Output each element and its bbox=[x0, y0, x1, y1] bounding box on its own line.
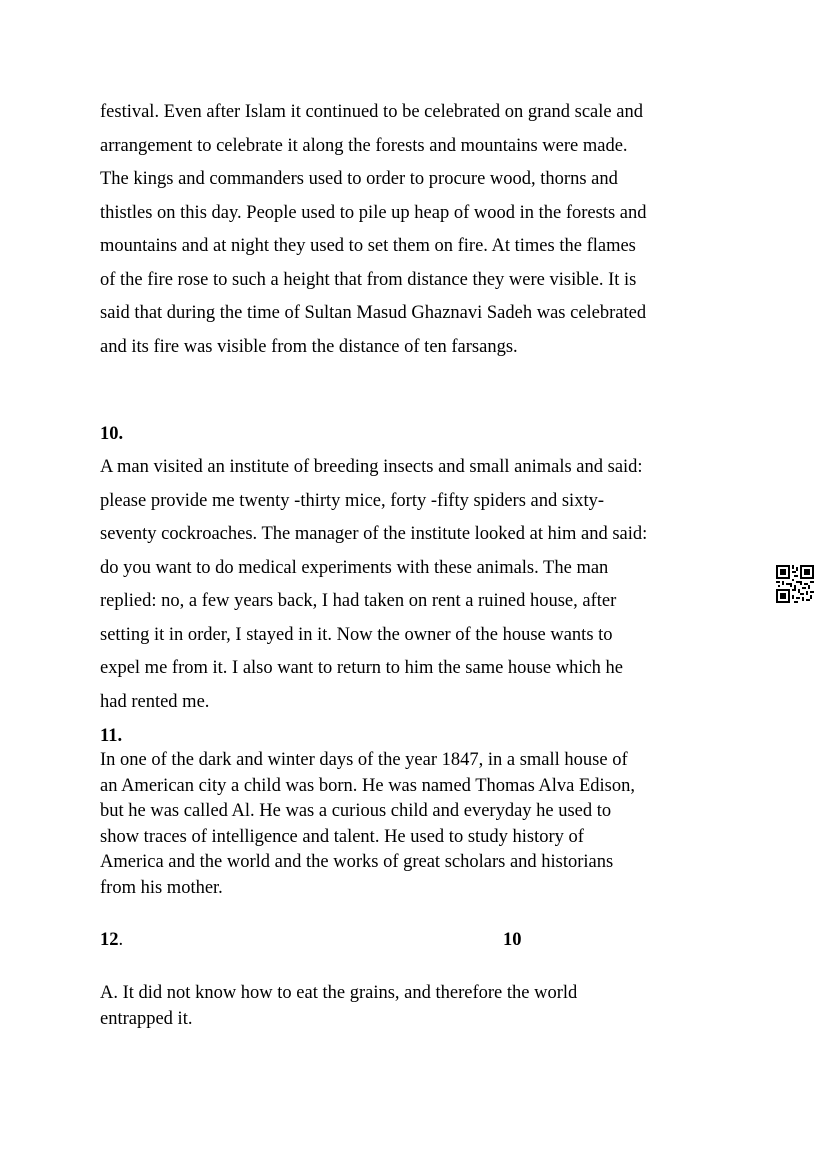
text-line: seventy cockroaches. The manager of the institute looked at him and said: bbox=[100, 524, 648, 544]
text-line: A. It did not know how to eat the grains, and therefore the world bbox=[100, 983, 578, 1003]
text-line: The kings and commanders used to order to procure wood, thorns and bbox=[100, 169, 618, 189]
text-line: arrangement to celebrate it along the forests and mountains were made. bbox=[100, 135, 628, 156]
text-line: said that during the time of Sultan Masud Ghaznavi Sadeh was celebrated bbox=[100, 303, 647, 323]
text-line: and its fire was visible from the distance of ten farsangs. bbox=[100, 336, 518, 357]
text-line: from his mother. bbox=[100, 877, 223, 898]
text-line: an American city a child was born. He was named Thomas Alva Edison, bbox=[100, 775, 636, 796]
text-line: mountains and at night they used to set them on fire. At times the flames bbox=[100, 236, 636, 256]
section-12-number bbox=[100, 929, 123, 951]
text-line: show traces of intelligence and talent. He used to study history of bbox=[100, 826, 584, 847]
text-line: replied: no, a few years back, I had taken on rent a ruined house, after bbox=[100, 591, 617, 611]
section-11-number: 11. bbox=[100, 726, 123, 746]
section-10-number: 10. bbox=[100, 424, 124, 444]
text-line: America and the world and the works of great scholars and historians bbox=[100, 852, 614, 873]
section-11-paragraph bbox=[100, 748, 690, 902]
section-12-marks: 10 bbox=[503, 930, 522, 950]
text-line: In one of the dark and winter days of the year 1847, in a small house of bbox=[100, 750, 628, 770]
text-line: entrapped it. bbox=[100, 1008, 193, 1029]
text-line: do you want to do medical experiments with these animals. The man bbox=[100, 557, 609, 578]
text-line: please provide me twenty -thirty mice, forty -fifty spiders and sixty- bbox=[100, 490, 604, 511]
text-line: but he was called Al. He was a curious child and everyday he used to bbox=[100, 801, 612, 822]
section-10-paragraph bbox=[100, 451, 690, 719]
qr-code-icon bbox=[776, 565, 814, 603]
text-line: setting it in order, I stayed in it. Now the owner of the house wants to bbox=[100, 624, 613, 645]
section-12-number-dot: . bbox=[118, 930, 124, 950]
text-line: had rented me. bbox=[100, 691, 210, 712]
section-12-number-text: 12 bbox=[100, 930, 119, 950]
text-line: festival. Even after Islam it continued to be celebrated on grand scale and bbox=[100, 102, 643, 122]
text-line: of the fire rose to such a height that from distance they were visible. It is bbox=[100, 269, 637, 290]
section-12-paragraph bbox=[100, 981, 690, 1032]
text-line: A man visited an institute of breeding insects and small animals and said: bbox=[100, 457, 643, 477]
text-line: thistles on this day. People used to pile up heap of wood in the forests and bbox=[100, 202, 647, 223]
intro-paragraph bbox=[100, 96, 690, 364]
text-line: expel me from it. I also want to return to him the same house which he bbox=[100, 658, 624, 678]
